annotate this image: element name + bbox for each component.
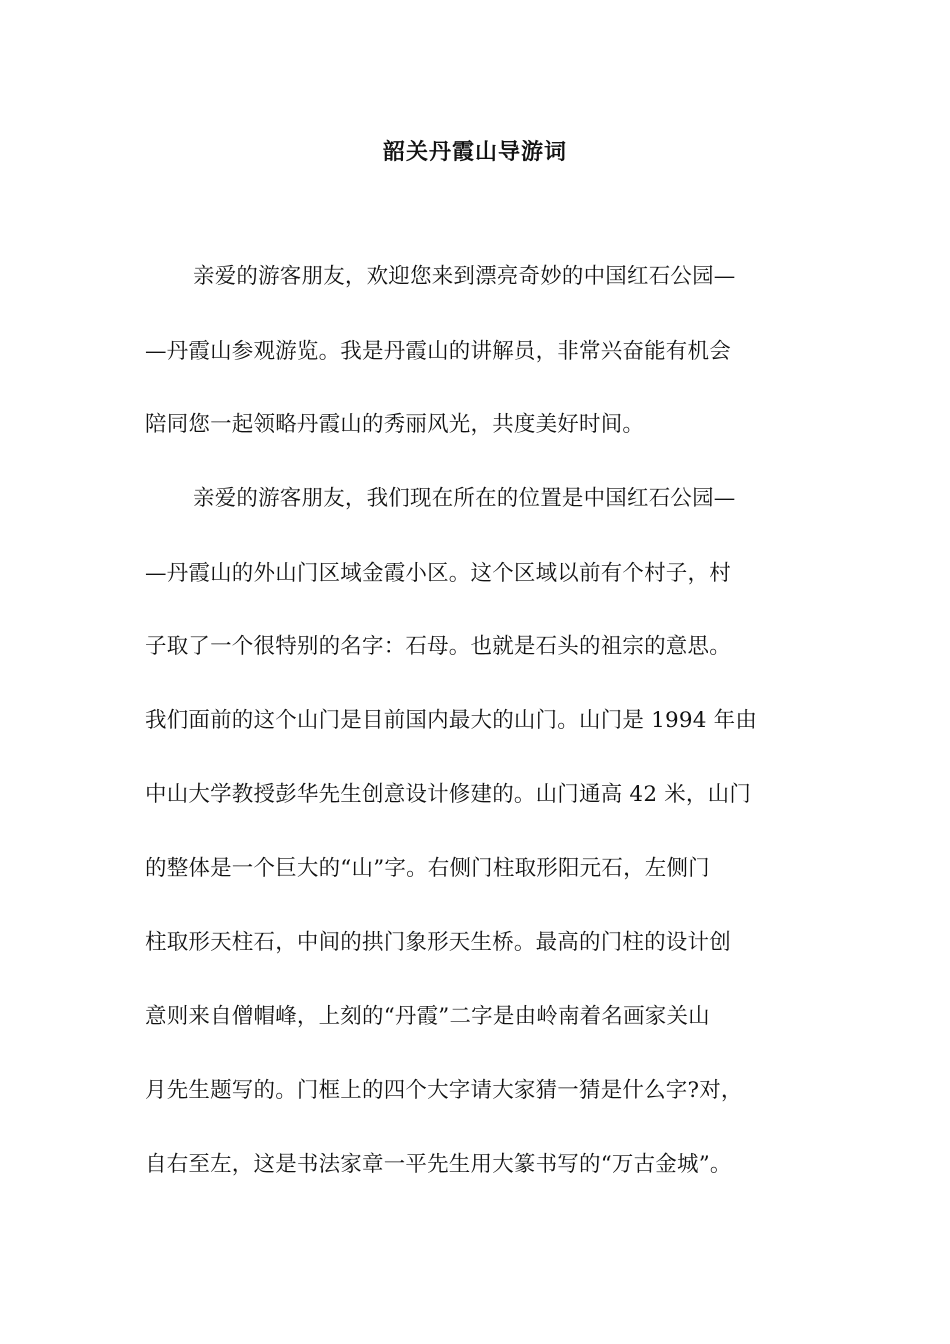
paragraph-line: 自右至左，这是书法家章一平先生用大篆书写的“万古金城”。: [145, 1152, 732, 1177]
paragraph-line: 意则来自僧帽峰，上刻的“丹霞”二字是由岭南着名画家关山: [145, 1004, 710, 1029]
paragraph-line: —丹霞山参观游览。我是丹霞山的讲解员，非常兴奋能有机会: [145, 339, 731, 364]
page-title: 韶关丹霞山导游词: [382, 139, 567, 165]
paragraph-line: 柱取形天柱石，中间的拱门象形天生桥。最高的门柱的设计创: [145, 930, 731, 955]
paragraph-line: 亲爱的游客朋友，欢迎您来到漂亮奇妙的中国红石公园—: [193, 264, 736, 289]
paragraph-line: 的整体是一个巨大的“山”字。右侧门柱取形阳元石，左侧门: [145, 856, 710, 881]
paragraph-line: —丹霞山的外山门区域金霞小区。这个区域以前有个村子，村: [145, 561, 731, 586]
paragraph-line: 亲爱的游客朋友，我们现在所在的位置是中国红石公园—: [193, 486, 736, 511]
paragraph-line: 中山大学教授彭华先生创意设计修建的。山门通高 42 米，山门: [145, 782, 752, 807]
paragraph-line: 月先生题写的。门框上的四个大字请大家猜一猜是什么字?对，: [145, 1078, 743, 1103]
paragraph-line: 陪同您一起领略丹霞山的秀丽风光，共度美好时间。: [145, 412, 645, 437]
paragraph-line: 我们面前的这个山门是目前国内最大的山门。山门是 1994 年由: [145, 708, 758, 733]
paragraph-line: 子取了一个很特别的名字：石母。也就是石头的祖宗的意思。: [145, 634, 731, 659]
